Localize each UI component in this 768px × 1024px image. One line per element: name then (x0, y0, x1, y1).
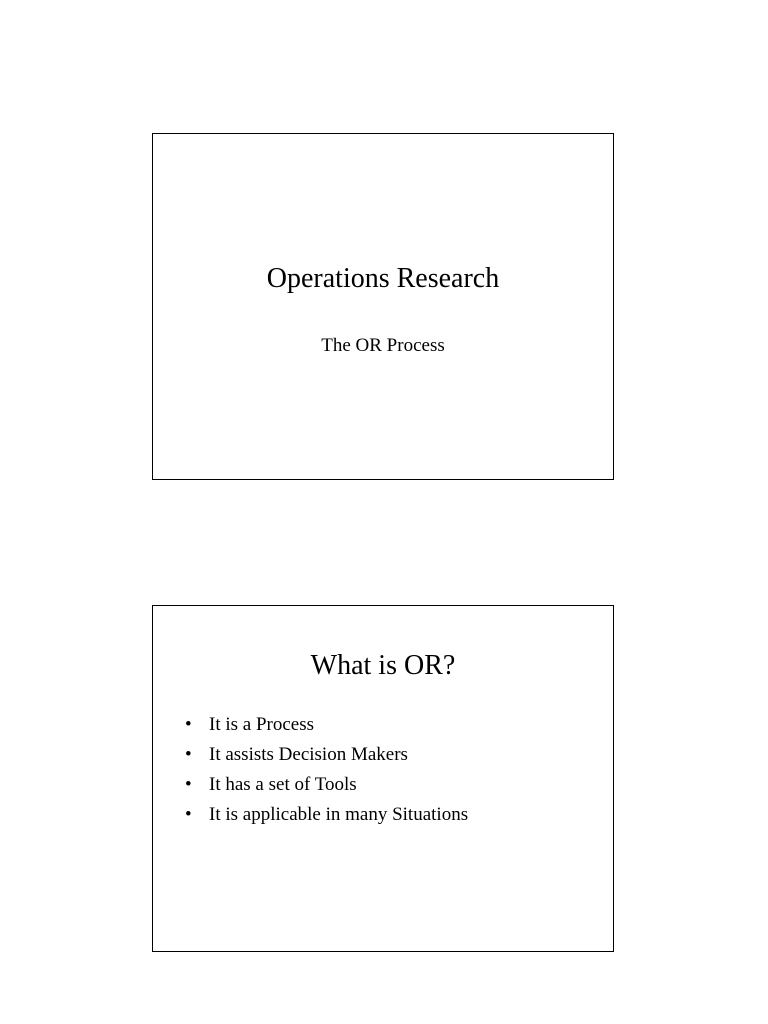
bullet-text: It is a Process (209, 714, 315, 735)
bullet-icon: • (185, 804, 192, 825)
bullet-text: It assists Decision Makers (209, 744, 408, 765)
bullet-icon: • (185, 774, 192, 795)
slide-subtitle: The OR Process (321, 335, 445, 356)
list-item (185, 710, 468, 740)
bullet-icon: • (185, 744, 192, 765)
bullet-icon: • (185, 714, 192, 735)
list-item (185, 740, 468, 770)
slide-title-page (152, 133, 614, 480)
list-item (185, 800, 468, 830)
bullet-list (185, 710, 468, 830)
list-item (185, 770, 468, 800)
slide-title: What is OR? (310, 650, 456, 681)
slide-title: Operations Research (266, 263, 500, 294)
bullet-text: It is applicable in many Situations (209, 804, 469, 825)
bullet-text: It has a set of Tools (209, 774, 357, 795)
slide-what-is-or (152, 605, 614, 952)
